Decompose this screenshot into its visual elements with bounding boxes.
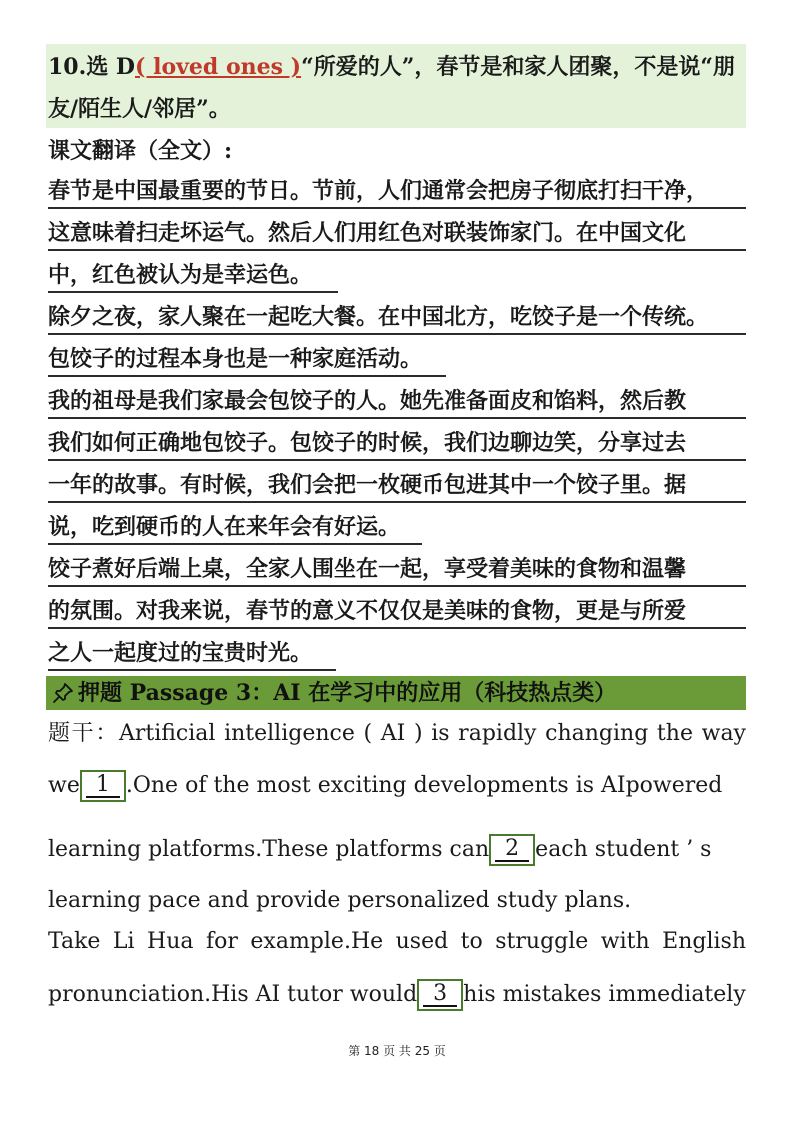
- underline: [48, 291, 338, 293]
- translation-heading: 课文翻译（全文）:: [48, 138, 233, 164]
- underline: [48, 249, 746, 251]
- translation-line: 这意味着扫走坏运气。然后人们用红色对联装饰家门。在中国文化: [48, 220, 687, 246]
- passage-line-4: learning pace and provide personalized study plans.: [48, 888, 632, 913]
- underline: [48, 333, 746, 335]
- underline: [48, 501, 746, 503]
- passage-text: each student ’ s: [535, 837, 712, 862]
- underline: [48, 543, 422, 545]
- translation-line: 的氛围。对我来说，春节的意义不仅仅是美味的食物，更是与所爱: [48, 598, 687, 624]
- translation-line: 我们如何正确地包饺子。包饺子的时候，我们边聊边笑，分享过去: [48, 430, 687, 456]
- blank-3[interactable]: [417, 979, 463, 1011]
- translation-line: 春节是中国最重要的节日。节前，人们通常会把房子彻底打扫干净，: [48, 178, 709, 204]
- translation-line: 除夕之夜，家人聚在一起吃大餐。在中国北方，吃饺子是一个传统。: [48, 304, 709, 330]
- translation-line: 一年的故事。有时候，我们会把一枚硬币包进其中一个饺子里。据: [48, 472, 687, 498]
- blank-2[interactable]: [489, 834, 535, 866]
- answer-line-2: 友/陌生人/邻居”。: [48, 96, 231, 122]
- blank-number: 3: [423, 983, 457, 1007]
- answer-phrase: ( loved ones ): [135, 54, 302, 80]
- passage-line-3: [48, 834, 746, 866]
- passage-text: learning platforms.These platforms can: [48, 837, 490, 862]
- translation-line: 我的祖母是我们家最会包饺子的人。她先准备面皮和馅料，然后教: [48, 388, 687, 414]
- passage-line-5: [48, 927, 746, 957]
- passage-line-2: [48, 770, 746, 802]
- section-title: 押题 Passage 3：AI 在学习中的应用（科技热点类）: [78, 680, 617, 706]
- blank-1[interactable]: [80, 770, 126, 802]
- passage-text: pronunciation.His AI tutor would: [48, 982, 418, 1007]
- underline: [48, 375, 446, 377]
- answer-prefix: 10.选 D: [48, 54, 136, 80]
- underline: [48, 417, 746, 419]
- section-title-bar: [46, 676, 746, 710]
- passage-text: .One of the most exciting developments is AIpowered: [125, 773, 723, 798]
- underline: [48, 627, 746, 629]
- translation-line: 饺子煮好后端上桌，全家人围坐在一起，享受着美味的食物和温馨: [48, 556, 687, 582]
- underline: [48, 585, 746, 587]
- passage-text: we: [48, 773, 80, 798]
- passage-text: Take Li Hua for example.He used to struggle with English: [48, 929, 746, 954]
- page-footer: 第 18 页 共 25 页: [348, 1044, 446, 1058]
- translation-line: 说，吃到硬币的人在来年会有好运。: [48, 514, 401, 540]
- underline: [48, 669, 336, 671]
- translation-line: 之人一起度过的宝贵时光。: [48, 640, 313, 666]
- translation-line: 中，红色被认为是幸运色。: [48, 262, 313, 288]
- passage-line-6: [48, 979, 746, 1011]
- passage-line-1: [48, 719, 746, 749]
- blank-number: 1: [86, 774, 120, 798]
- answer-line-1: [48, 52, 735, 82]
- blank-number: 2: [495, 838, 529, 862]
- underline: [48, 459, 746, 461]
- translation-line: 包饺子的过程本身也是一种家庭活动。: [48, 346, 423, 372]
- answer-explanation: “所爱的人”，春节是和家人团聚，不是说“朋: [301, 54, 736, 80]
- passage-text: his mistakes immediately: [463, 982, 746, 1007]
- passage-text: 题干：Artificial intelligence ( AI ) is rapidly changing the way: [48, 721, 746, 746]
- underline: [48, 207, 746, 209]
- pushpin-icon: [52, 682, 74, 704]
